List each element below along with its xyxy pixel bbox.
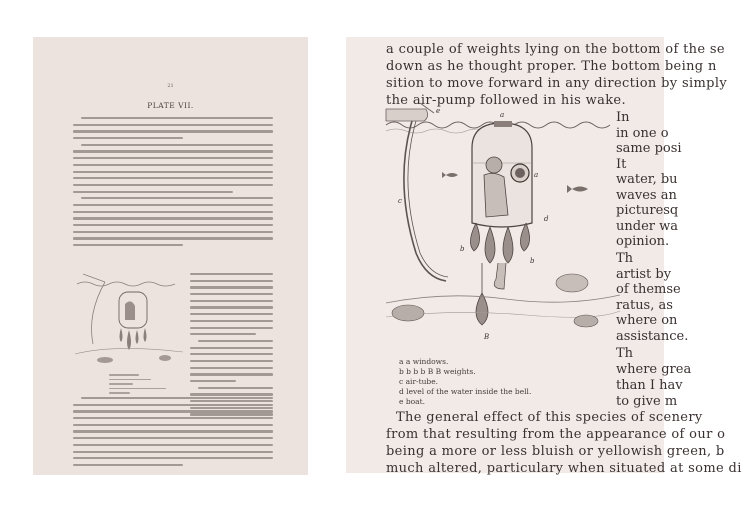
right-column-line: artist by [616, 267, 672, 282]
right-column-line: opinion. [616, 234, 670, 249]
zoomed-page[interactable] [346, 37, 742, 476]
figure-label-e: e [436, 107, 441, 115]
text-line: sition to move forward in any direction by simply [386, 76, 728, 91]
right-column-line: Th [616, 346, 634, 361]
right-column-line: in one o [616, 126, 669, 141]
right-column-line: where on [616, 313, 678, 328]
right-column-line: where grea [616, 362, 692, 377]
right-column-line: It [616, 157, 627, 172]
figure-label-c: c [398, 197, 402, 205]
right-column-line: same posi [616, 141, 682, 156]
right-column-line: water, bu [616, 172, 678, 187]
thumbnail-diving-bell-illustration [75, 274, 185, 370]
page-number: 21 [167, 83, 174, 89]
thumbnail-page[interactable] [33, 37, 308, 475]
right-column-line: under wa [616, 219, 678, 234]
right-column-line: Th [616, 251, 634, 266]
body-text-block [73, 117, 273, 251]
right-column-line: waves an [616, 188, 677, 203]
text-line: the air-pump followed in his wake. [386, 93, 626, 108]
figure-label-b: b [460, 245, 465, 253]
caption-line: d level of the water inside the bell. [399, 387, 532, 396]
figure-label-b: b [530, 257, 535, 265]
text-line: The general effect of this species of scenery [396, 410, 703, 425]
figure-label-B: B [484, 333, 490, 341]
plate-title: PLATE VII. [147, 101, 194, 110]
right-column-line: of themse [616, 282, 681, 297]
diving-bell-illustration [386, 103, 620, 348]
text-line: down as he thought proper. The bottom being n [386, 59, 717, 74]
caption-line: c air-tube. [399, 377, 439, 386]
caption-line: e boat. [399, 397, 426, 406]
text-line: a couple of weights lying on the bottom of the se [386, 42, 725, 57]
text-line: being a more or less bluish or yellowish green, b [386, 444, 725, 459]
text-line: much altered, particulary when situated at some di [386, 461, 742, 476]
right-column-line: than I hav [616, 378, 683, 393]
bottom-text-block [73, 397, 273, 471]
right-column-line: assistance. [616, 329, 689, 344]
figure-label-a: a [500, 111, 505, 119]
figure-label-a: a [534, 171, 539, 179]
figure-label-d: d [544, 215, 549, 223]
text-line: from that resulting from the appearance of our o [386, 427, 726, 442]
right-column-line: ratus, as [616, 298, 673, 313]
caption-line: a a windows. [399, 357, 449, 366]
right-column-line: to give m [616, 394, 678, 409]
caption-line: b b b b B B weights. [399, 367, 476, 376]
right-column-line: In [616, 110, 630, 125]
right-column-line: picturesq [616, 203, 679, 218]
thumbnail-caption [109, 374, 169, 397]
